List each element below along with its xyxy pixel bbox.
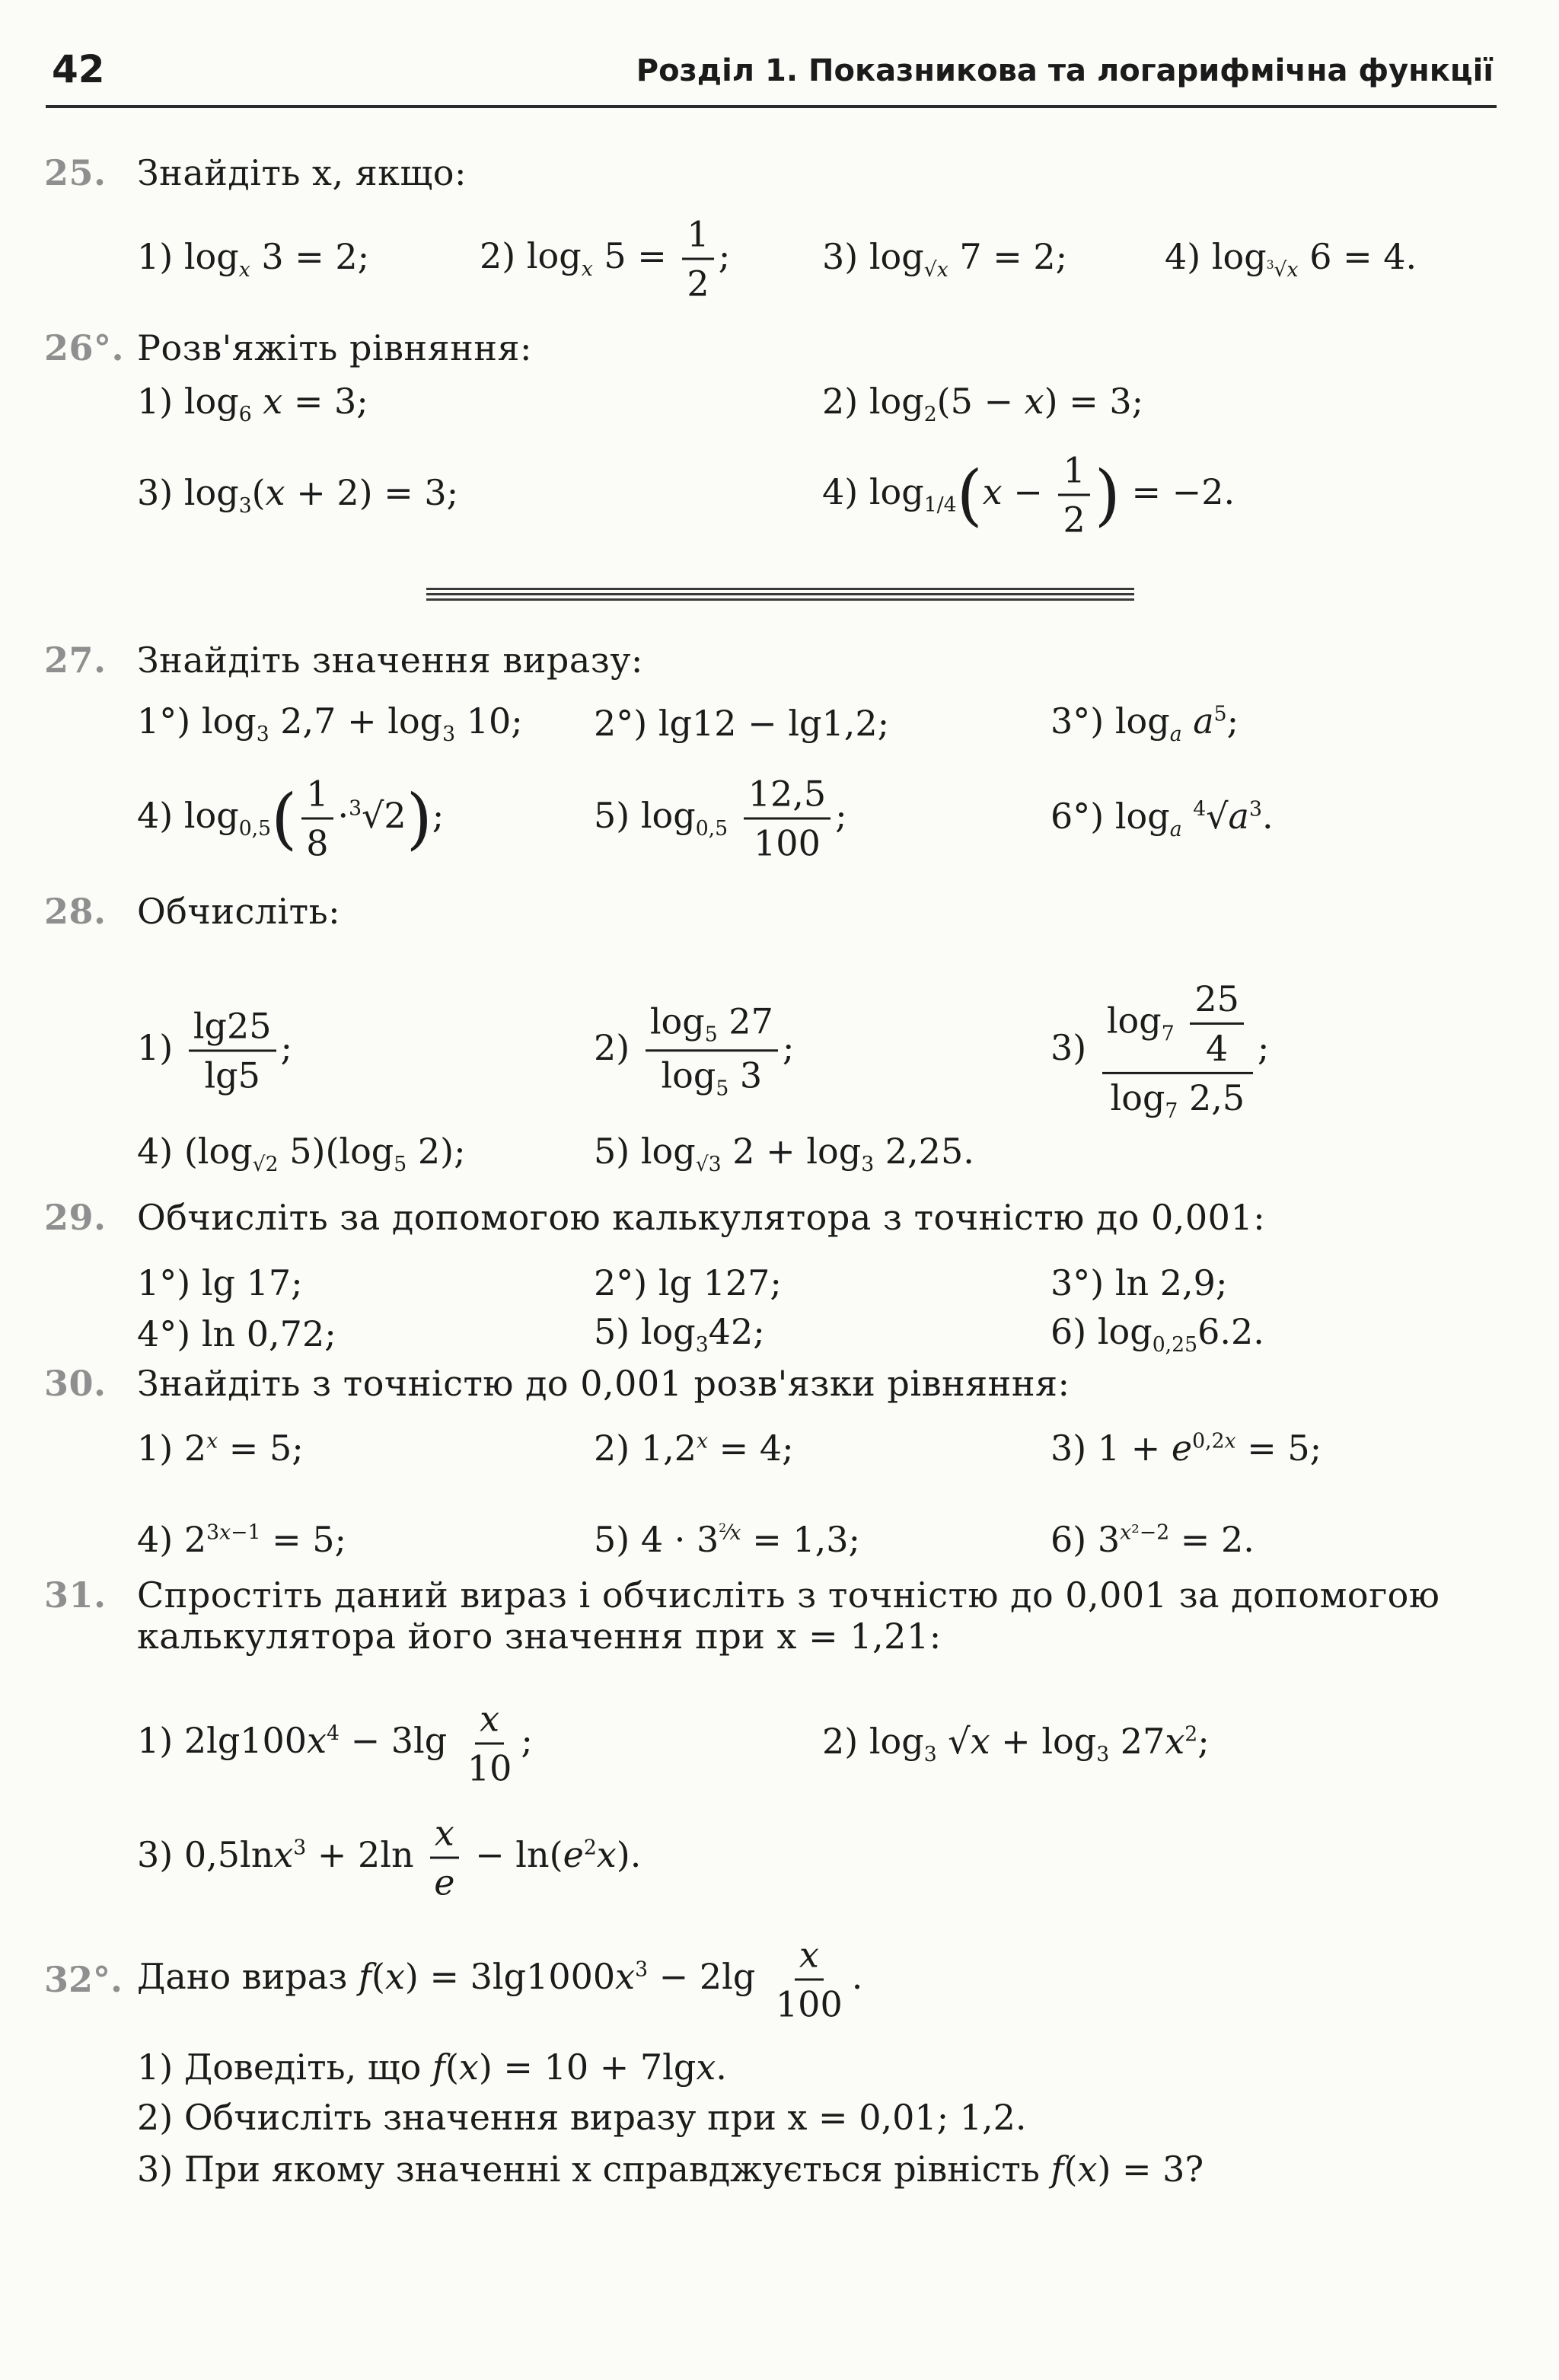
problem-32-sub3: 3) При якому значенні x справджується рівність f(x) = 3? (137, 2149, 1204, 2190)
problem-30 (44, 1363, 1513, 1404)
item-26-3: 3) $\log_3(x + 2) = 3$; (137, 471, 459, 518)
item-25-1: 1) $\log_x 3 = 2$; (137, 235, 370, 282)
problem-28 (44, 891, 1513, 932)
item-27-3: 3°) $\log_a a^5$; (1050, 700, 1239, 747)
problem-stem: Дано вираз (137, 1956, 348, 1997)
page-header (46, 40, 1497, 108)
item-27-5: 5) $\log_{0,5}$ $\frac{12,5}{100}$ ; (594, 773, 847, 864)
item-29-4: 4°) ln 0,72; (137, 1313, 336, 1354)
problem-27 (44, 640, 1513, 681)
problem-stem: Розв'яжіть рівняння: (137, 327, 533, 368)
item-29-2: 2°) lg 127; (594, 1262, 782, 1303)
problem-32-stem: Дано вираз $f(x) = 3\lg 1000x^3 - 2\lg$ $\frac{x}{100}$ . (137, 1934, 863, 2025)
chapter-title: Розділ 1. Показникова та логарифмічна функції (636, 53, 1494, 88)
item-28-5: 5) $\log_{√3} 2 + \log_3 2,25$. (594, 1130, 974, 1177)
problem-number: 31. (44, 1574, 107, 1616)
item-31-3: 3) 0,5lnx$^3$ + 2ln $\frac{x}{e}$ − $\ln(e^2x)$. (137, 1812, 642, 1903)
problem-stem: Обчисліть: (137, 891, 341, 932)
item-30-5: 5) $4 \cdot 3^{^2⁄x} = 1,3$; (594, 1519, 861, 1560)
problem-32-sub1: 1) Доведіть, що f(x) = 10 + 7lgx. (137, 2047, 727, 2088)
item-28-1: 1) $\frac{\lg 25}{\lg 5}$ ; (137, 1005, 293, 1096)
item-30-6: 6) $3^{x^2-2} = 2$. (1050, 1519, 1255, 1560)
item-27-6: 6°) $\log_a ^4√a^3$. (1050, 795, 1274, 842)
item-30-2: 2) $1,2^x = 4$; (594, 1428, 794, 1469)
problem-stem: Спростіть даний вираз і обчисліть з точністю до 0,001 за допомогою калькулятора його значення при x = 1,21: (137, 1574, 1440, 1657)
item-29-3: 3°) ln 2,9; (1050, 1262, 1228, 1303)
item-27-4: 4) $\log_{0,5}$( $\frac{1}{8}$ ·$^3$√2); (137, 773, 445, 864)
sub-question-text: 1) Доведіть, що (137, 2047, 422, 2088)
item-30-4: 4) $2^{3x-1} = 5$; (137, 1519, 347, 1560)
problem-number: 32°. (44, 1959, 123, 2000)
problem-stem: Знайдіть x, якщо: (137, 152, 467, 193)
problem-stem: Знайдіть значення виразу: (137, 640, 643, 681)
item-29-1: 1°) lg 17; (137, 1262, 303, 1303)
problem-number: 29. (44, 1197, 107, 1238)
problem-stem: Знайдіть з точністю до 0,001 розв'язки рівняння: (137, 1363, 1070, 1404)
item-28-4: 4) ($\log_{√2}$ $5)(\log_5$ 2); (137, 1130, 466, 1177)
item-29-6: 6) $\log_{0,25}6.2$. (1050, 1310, 1264, 1357)
item-25-2: 2) $\log_x 5$ = $\frac{1}{2}$ ; (480, 213, 731, 305)
item-30-3: 3) $1 + e^{0,2x} = 5$; (1050, 1428, 1322, 1469)
sub-question-text: 3) При якому значенні x справджується рівність (137, 2149, 1040, 2190)
item-27-2: 2°) lg12 − lg1,2; (594, 703, 890, 744)
problem-number: 28. (44, 891, 107, 932)
item-26-4: 4) $\log_{1/4}(x$ − $\frac{1}{2}$ ) = −2. (822, 449, 1235, 541)
item-29-5: 5) $\log_342$; (594, 1310, 765, 1357)
item-25-4: 4) $\log_{^3√x} 6 = 4$. (1165, 235, 1417, 282)
item-28-2: 2) $\frac{\log_5 27}{\log_5 3}$ ; (594, 1000, 795, 1101)
item-25-3: 3) $\log_{√x} 7 = 2$; (822, 235, 1068, 282)
problem-stem: Обчисліть за допомогою калькулятора з точністю до 0,001: (137, 1197, 1266, 1238)
problem-number: 27. (44, 640, 107, 681)
item-28-3: 3) $\log_7$ $\frac{25}{4}$ $\log_7 2,5$ ; (1050, 978, 1270, 1124)
problem-32-sub2: 2) Обчисліть значення виразу при x = 0,01; 1,2. (137, 2097, 1027, 2138)
item-31-2: 2) $\log_3 √x + \log_3 27x^2$; (822, 1720, 1210, 1767)
problem-number: 25. (44, 152, 107, 193)
item-27-1: 1°) $\log_3 2,7 + \log_3 10$; (137, 700, 523, 747)
problem-29 (44, 1197, 1513, 1238)
problem-31 (44, 1574, 1512, 1657)
item-30-1: 1) $2^x = 5$; (137, 1428, 304, 1469)
problem-25 (44, 152, 1513, 193)
item-26-2: 2) $\log_2(5 - x) = 3$; (822, 380, 1144, 427)
item-26-1: 1) $\log_6 x = 3$; (137, 380, 368, 427)
problem-26 (44, 327, 1513, 368)
item-31-1: 1) $2\lg 100x^4 - 3\lg$ $\frac{x}{10}$ ; (137, 1698, 533, 1789)
problem-number: 26°. (44, 327, 125, 368)
page-number: 42 (52, 47, 105, 91)
problem-number: 30. (44, 1363, 107, 1404)
section-divider (426, 588, 1134, 605)
